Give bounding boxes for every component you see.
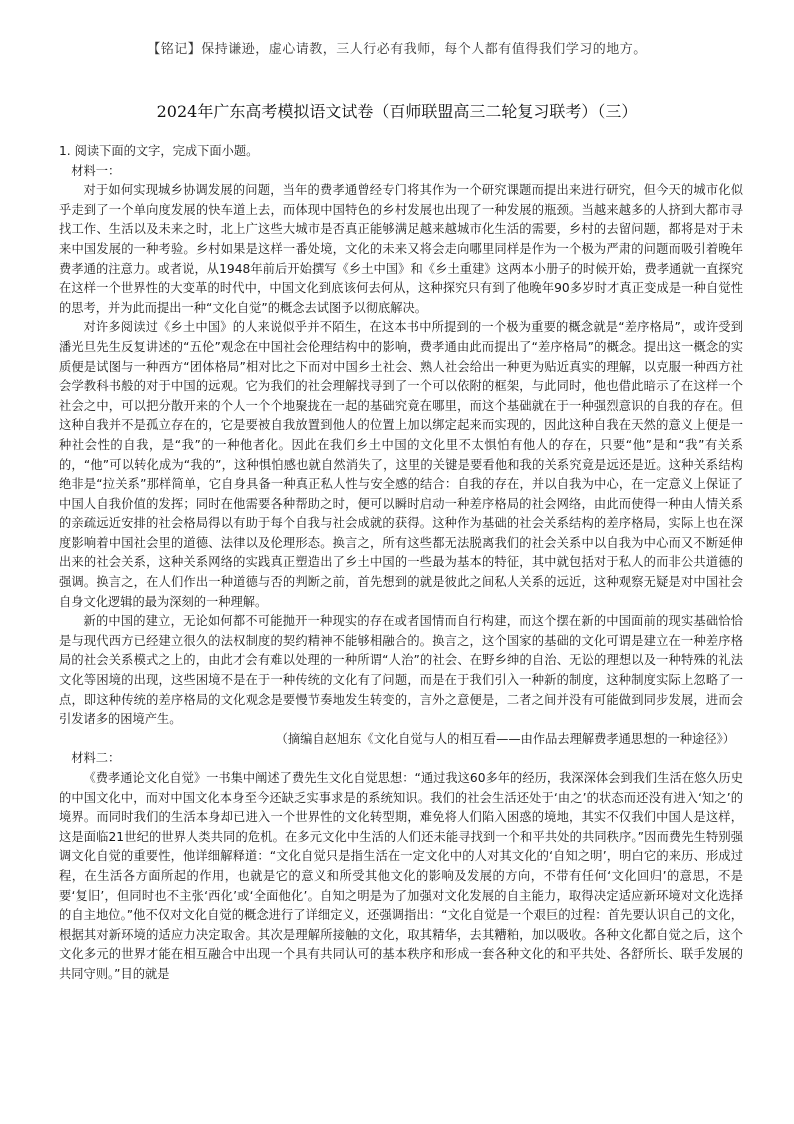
document-body	[59, 142, 743, 985]
material-2-label: 材料二：	[71, 751, 121, 766]
material-1-paragraph-1: 对于如何实现城乡协调发展的问题，当年的费孝通曾经专门将其作为一个研究课题而提出来进行研究，但今天的城市化似乎走到了一个单向度发展的快车道上去，而体现中国特色的乡村发展也出现了一种发展的瓶颈。当越来越多的人挤到大都市寻找工作、生活以及未来之时，北上广这些大城市是否真正能够满足越来越城市化生活的需要，乡村的去留问题，都将是对于未来中国发展的一种考验。乡村如果是这样一番处境，文化的未来又将会走向哪里同样是作为一个极为严肃的问题而吸引着晚年费孝通的注意力。或者说，从1948年前后开始撰写《乡土中国》和《乡土重建》这两本小册子的时候开始，费孝通就一直探究在这样一个世界性的大变革的时代中，中国文化到底该何去何从，这种探究只有到了他晚年90多岁时才真正变成是一种自觉性的思考，并为此而提出一种“文化自觉”的概念去试图予以彻底解决。	[59, 183, 743, 315]
question-intro: 1. 阅读下面的文字，完成下面小题。	[59, 144, 259, 158]
material-2-paragraph-1: 《费孝通论文化自觉》一书集中阐述了费先生文化自觉思想：“通过我这60多年的经历，我深深体会到我们生活在悠久历史的中国文化中，而对中国文化本身至今还缺乏实事求是的系统知识。我们的社会生活还处于‘由之’的状态而还没有进入‘知之’的境界。而同时我们的生活本身却已进入一个世界性的文化转型期，难免将人们陷入困惑的境地，其实不仅我们中国人是这样，这是面临21世纪的世界人类共同的危机。在多元文化中生活的人们还未能寻找到一个和平共处的共同秩序。”因而费先生特别强调文化自觉的重要性，他详细解释道：“文化自觉只是指生活在一定文化中的人对其文化的‘自知之明’，明白它的来历、形成过程，在生活各方面所起的作用，也就是它的意义和所受其他文化的影响及发展的方向，不带有任何‘文化回归’的意思，不是要‘复旧’，但同时也不主张‘西化’或‘全面他化’。自知之明是为了加强对文化发展的自主能力，取得决定适应新环境对文化选择的自主地位。”他不仅对文化自觉的概念进行了详细定义，还强调指出：“文化自觉是一个艰巨的过程：首先要认识自己的文化，根据其对新环境的适应力决定取舍。其次是理解所接触的文化，取其精华，去其糟粕，加以吸收。各种文化都自觉之后，这个文化多元的世界才能在相互融合中出现一个具有共同认可的基本秩序和形成一套各种文化的和平共处、各舒所长、联手发展的共同守则。”目的就是	[59, 771, 743, 981]
material-1-citation: （摘编自赵旭东《文化自觉与人的相互看——由作品去理解费孝通思想的一种途径》）	[275, 731, 735, 746]
material-1-label: 材料一：	[71, 163, 121, 178]
page-title: 2024年广东高考模拟语文试卷（百师联盟高三二轮复习联考）（三）	[156, 102, 638, 121]
material-1-paragraph-2: 对许多阅读过《乡土中国》的人来说似乎并不陌生，在这本书中所提到的一个极为重要的概念就是“差序格局”，或许受到潘光旦先生反复讲述的“五伦”观念在中国社会伦理结构中的影响，费孝通由此而提出了“差序格局”的概念。提出这一概念的实质便是试图与一种西方“团体格局”相对比之下而对中国乡土社会、熟人社会给出一种更为贴近真实的理解，以克服一种西方社会学教科书般的对于中国的远观。它为我们的社会理解找寻到了一个可以依附的框架，与此同时，他也借此暗示了在这样一个社会之中，可以把分散开来的个人一个个地聚拢在一起的基础究竟在哪里，而这个基础就在于一种强烈意识的自我的存在。但这种自我并不是孤立存在的，它是要被自我放置到他人的位置上加以绑定起来而实现的，因此这种自我在天然的意义上便是一种社会性的自我，是“我”的一种他者化。因此在我们乡土中国的文化里不太惧怕有他人的存在，只要“他”是和“我”有关系的，“他”可以转化成为“我的”，这种惧怕感也就自然消失了，这里的关键是要看他和我的关系究竟是远还是近。这种关系结构绝非是“拉关系”那样简单，它自身具备一种真正私人性与安全感的结合：自我的存在，并以自我为中心，在一定意义上保证了中国人自我价值的发挥；同时在他需要各种帮助之时，便可以瞬时启动一种差序格局的社会网络，由此而使得一种由人情关系的亲疏远近安排的社会格局得以有助于每个自我与社会成就的获得。这种作为基础的社会关系结构的差序格局，实际上也在深度影响着中国社会里的道德、法律以及伦理形态。换言之，所有这些都无法脱离我们的社会关系中以自我为中心而又不断延伸出来的社会关系，这种关系网络的实践真正塑造出了乡土中国的一些最为基本的特征，其中就包括对于私人的而非公共道德的强调。换言之，在人们作出一种道德与否的判断之前，首先想到的就是彼此之间私人关系的远近，这种观察无疑是对中国社会自身文化逻辑的最为深刻的一种理解。	[59, 320, 743, 609]
header-motto: 【铭记】保持谦逊，虚心请教，三人行必有我师，每个人都有值得我们学习的地方。	[147, 42, 647, 57]
material-1-paragraph-3: 新的中国的建立，无论如何都不可能抛开一种现实的存在或者国情而自行构建，而这个摆在新的中国面前的现实基础恰恰是与现代西方已经建立很久的法权制度的契约精神不能够相融合的。换言之，这个国家的基础的文化可谓是建立在一种差序格局的社会关系模式之上的，由此才会有难以处理的一种所谓“人治”的社会、在野乡绅的自治、无讼的理想以及一种特殊的礼法文化等困境的出现，这些困境不是在于一种传统的文化有了问题，而是在于我们引入一种新的制度，这种制度实际上忽略了一点，即这种传统的差序格局的文化观念是要慢节奏地发生转变的，言外之意便是，二者之间并没有可能做到同步发展，进而会引发诸多的困境产生。	[59, 614, 743, 727]
